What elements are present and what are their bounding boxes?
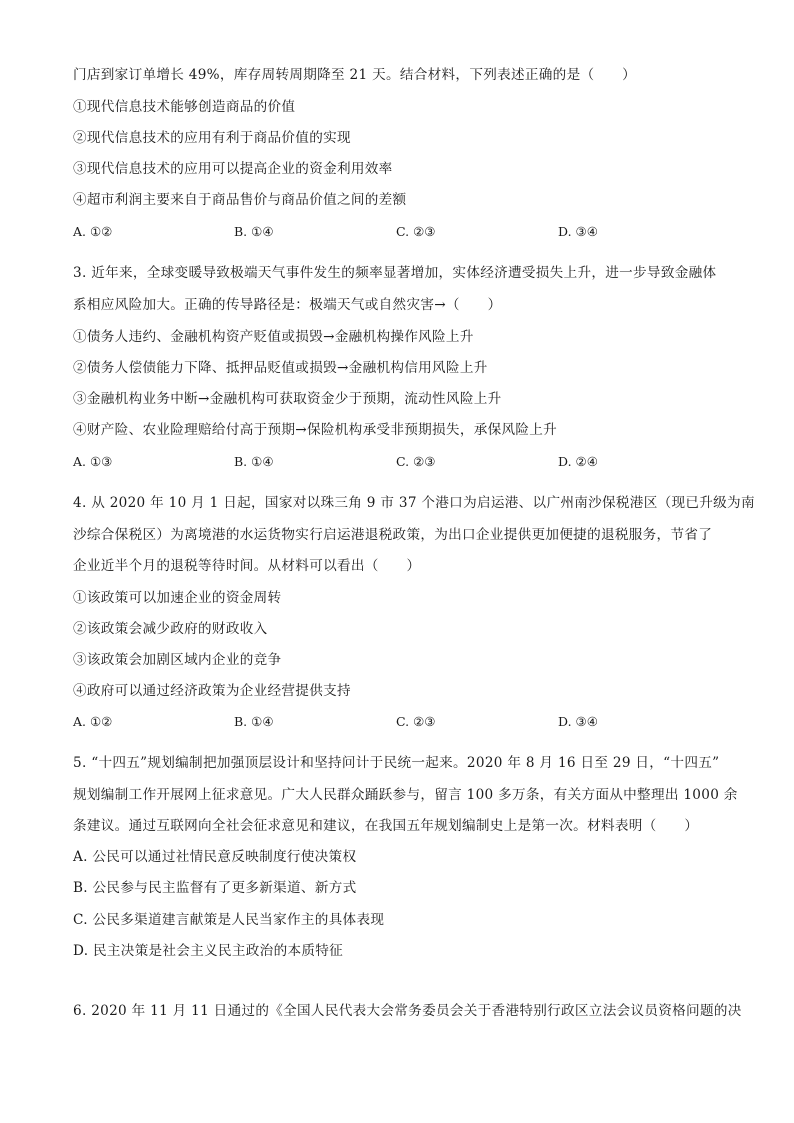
statement-item: ①该政策可以加速企业的资金周转 <box>73 590 282 606</box>
question-stem-line: 门店到家订单增长 49%，库存周转周期降至 21 天。结合材料，下列表述正确的是（ ） <box>73 67 637 83</box>
statement-item: ④政府可以通过经济政策为企业经营提供支持 <box>73 683 351 699</box>
answer-options <box>73 223 733 241</box>
statement-item: ②该政策会减少政府的财政收入 <box>73 621 268 637</box>
statement-item: ③现代信息技术的应用可以提高企业的资金利用效率 <box>73 161 393 177</box>
question-stem-line: 沙综合保税区）为离境港的水运货物实行启运港退税政策，为出口企业提供更加便捷的退税服务，节省了 <box>73 527 713 543</box>
choice-item: C. 公民多渠道建言献策是人民当家作主的具体表现 <box>73 912 385 928</box>
answer-options <box>73 713 733 731</box>
option-c: C. ②③ <box>396 714 436 729</box>
statement-item: ①债务人违约、金融机构资产贬值或损毁→金融机构操作风险上升 <box>73 329 474 345</box>
statement-item: ④财产险、农业险理赔给付高于预期→保险机构承受非预期损失，承保风险上升 <box>73 422 558 438</box>
question-stem-line: 条建议。通过互联网向全社会征求意见和建议，在我国五年规划编制史上是第一次。材料表明（ ） <box>73 818 699 834</box>
option-a: A. ①② <box>73 224 113 239</box>
question-stem-line: 6. 2020 年 11 月 11 日通过的《全国人民代表大会常务委员会关于香港特别行政区立法会议员资格问题的决 <box>73 1003 742 1019</box>
option-d: D. ②④ <box>558 454 598 469</box>
question-stem-line: 规划编制工作开展网上征求意见。广大人民群众踊跃参与，留言 100 多万条，有关方面从中整理出 1000 余 <box>73 787 738 803</box>
option-a: A. ①③ <box>73 454 113 469</box>
choice-item: B. 公民参与民主监督有了更多新渠道、新方式 <box>73 880 357 896</box>
option-d: D. ③④ <box>558 224 598 239</box>
option-c: C. ②③ <box>396 454 436 469</box>
choice-item: D. 民主决策是社会主义民主政治的本质特征 <box>73 943 344 959</box>
choice-item: A. 公民可以通过社情民意反映制度行使决策权 <box>73 849 357 865</box>
option-b: B. ①④ <box>234 714 274 729</box>
statement-item: ③金融机构业务中断→金融机构可获取资金少于预期，流动性风险上升 <box>73 391 502 407</box>
option-c: C. ②③ <box>396 224 436 239</box>
option-b: B. ①④ <box>234 224 274 239</box>
statement-item: ④超市利润主要来自于商品售价与商品价值之间的差额 <box>73 192 407 208</box>
question-stem-line: 企业近半个月的退税等待时间。从材料可以看出（ ） <box>73 558 421 574</box>
statement-item: ③该政策会加剧区域内企业的竞争 <box>73 652 282 668</box>
statement-item: ②债务人偿债能力下降、抵押品贬值或损毁→金融机构信用风险上升 <box>73 360 488 376</box>
question-stem-line: 系相应风险加大。正确的传导路径是：极端天气或自然灾害→（ ） <box>73 297 502 313</box>
question-stem-line: 5. “十四五”规划编制把加强顶层设计和坚持问计于民统一起来。2020 年 8 月 16 日至 29 日，“十四五” <box>73 755 720 771</box>
statement-item: ①现代信息技术能够创造商品的价值 <box>73 99 296 115</box>
question-stem-line: 4. 从 2020 年 10 月 1 日起，国家对以珠三角 9 市 37 个港口为启运港、以广州南沙保税港区（现已升级为南 <box>73 495 755 511</box>
option-d: D. ③④ <box>558 714 598 729</box>
statement-item: ②现代信息技术的应用有利于商品价值的实现 <box>73 130 351 146</box>
answer-options <box>73 453 733 471</box>
option-a: A. ①② <box>73 714 113 729</box>
question-stem-line: 3. 近年来，全球变暖导致极端天气事件发生的频率显著增加，实体经济遭受损失上升，进一步导致金融体 <box>73 265 717 281</box>
option-b: B. ①④ <box>234 454 274 469</box>
